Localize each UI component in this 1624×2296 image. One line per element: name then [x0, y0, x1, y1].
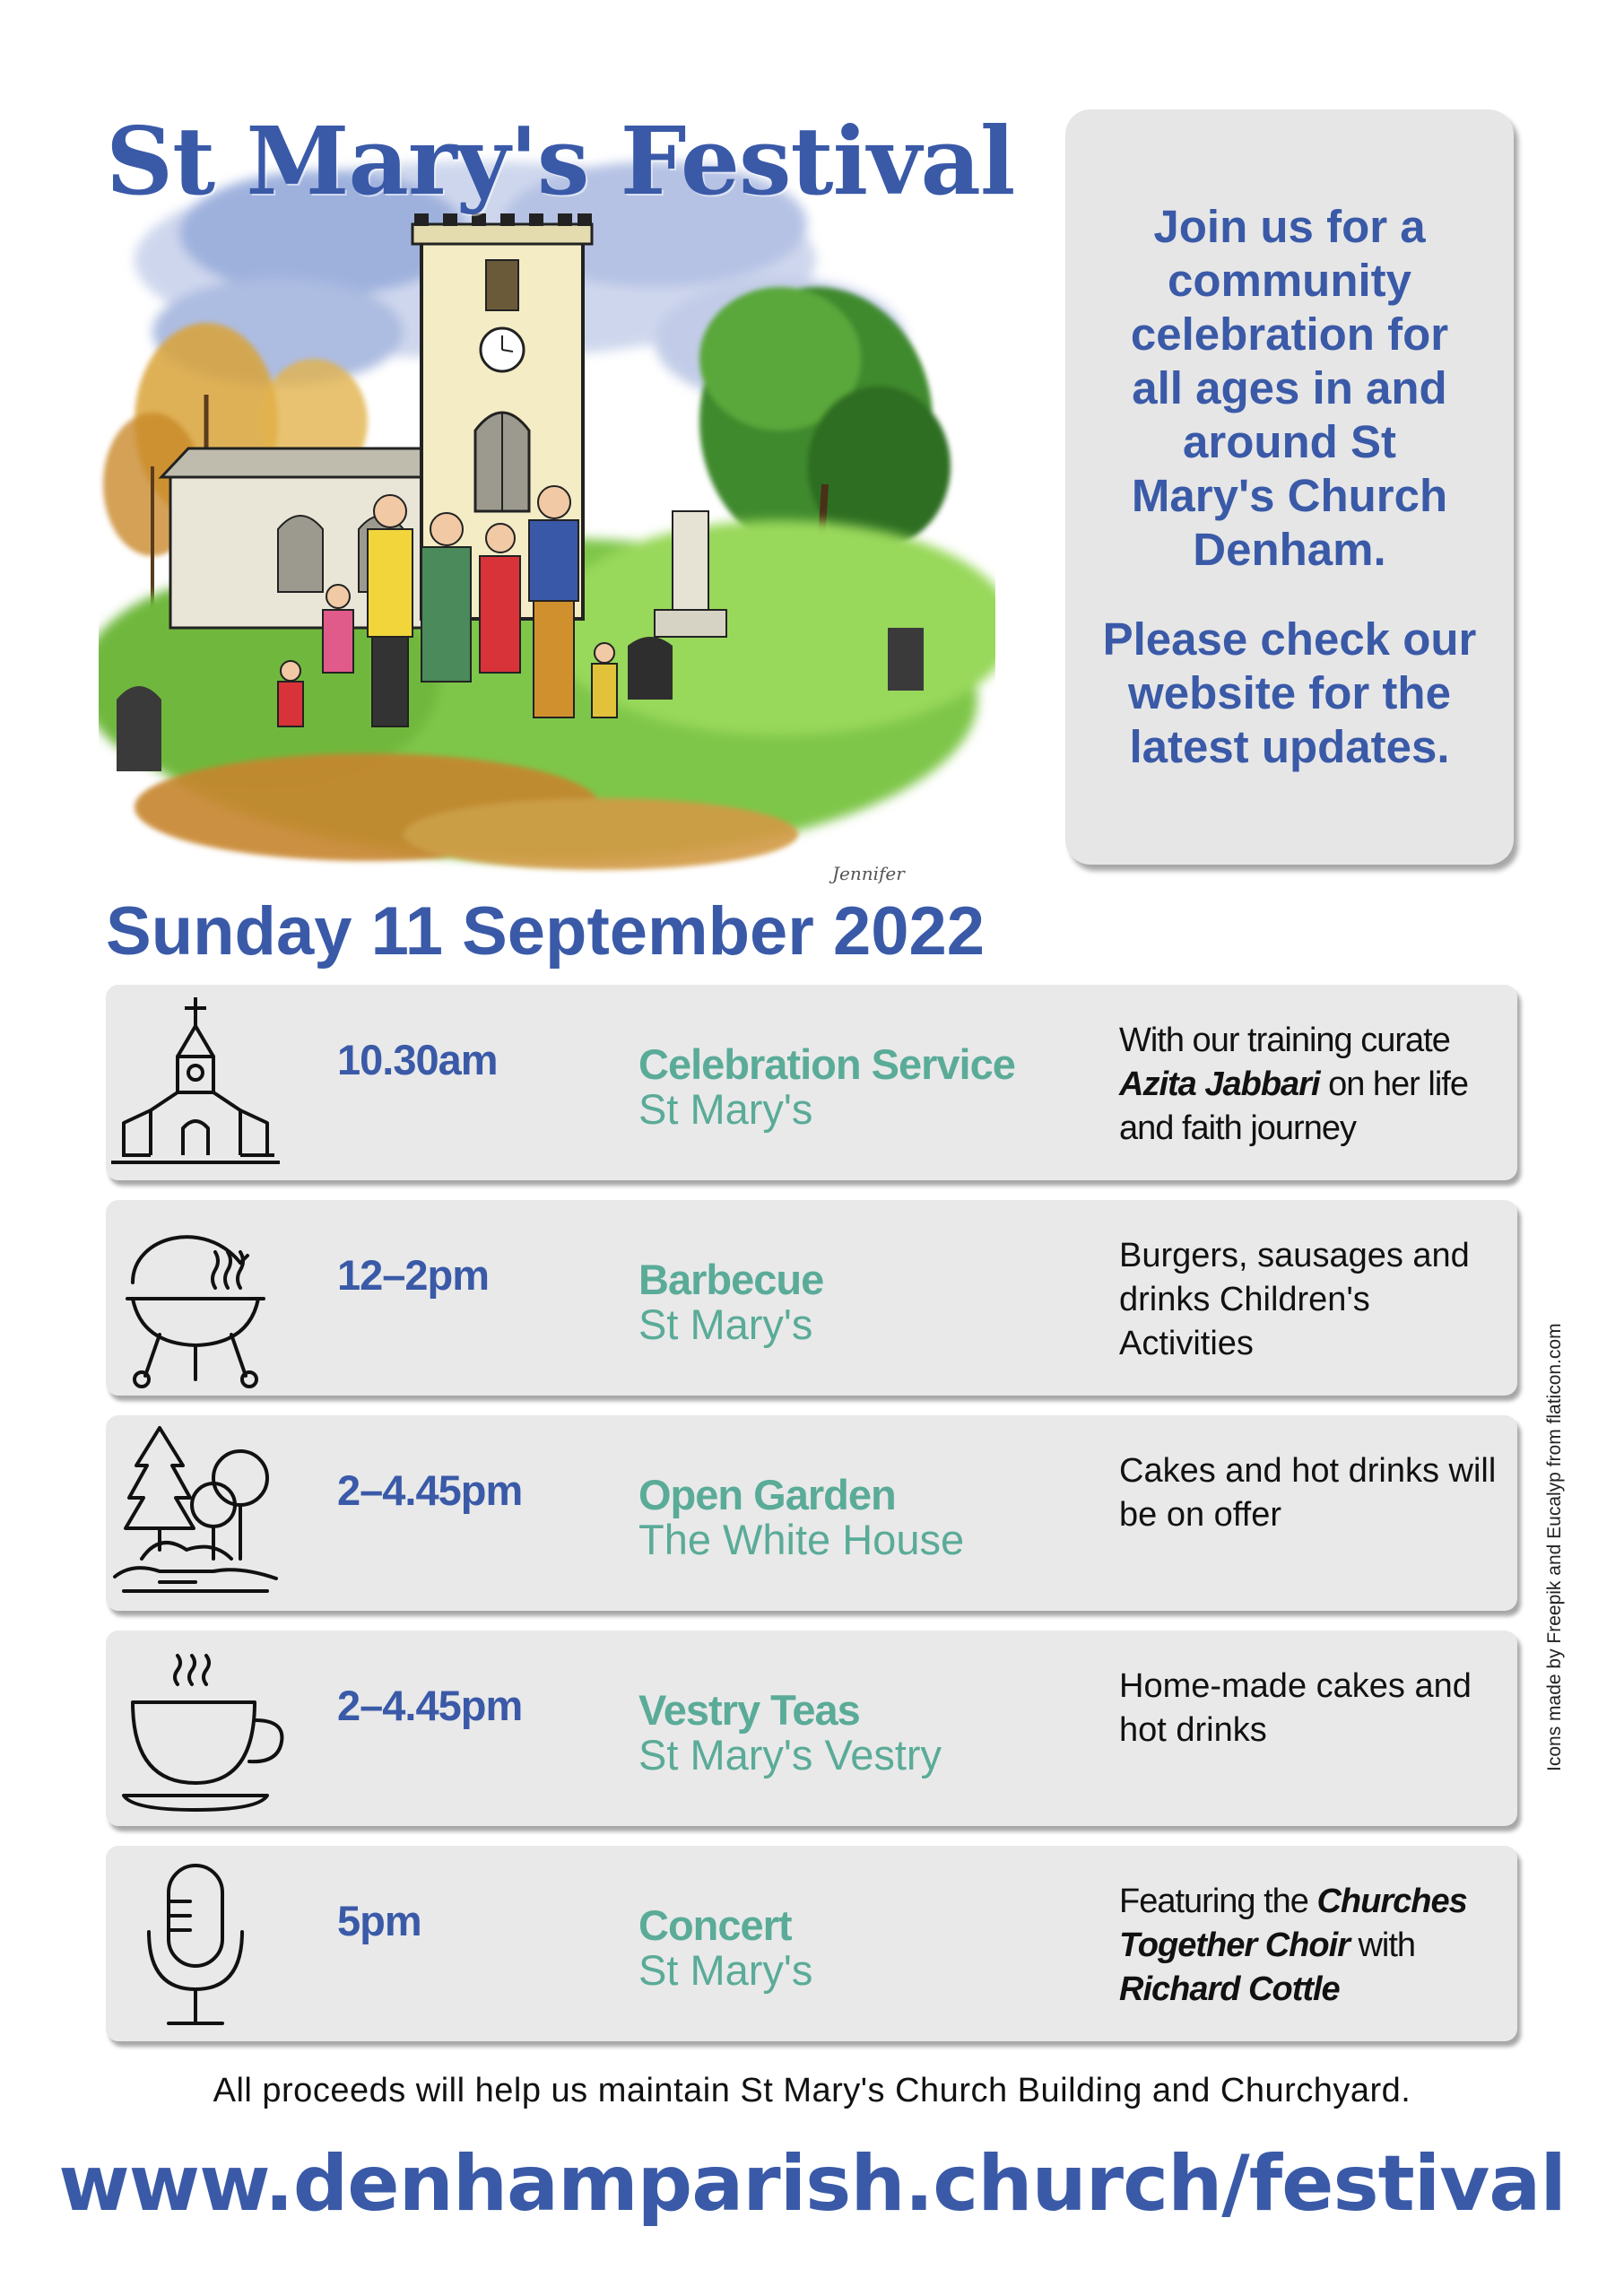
description-text: Featuring the — [1119, 1883, 1317, 1920]
description-text: Home-made cakes and hot drinks — [1119, 1667, 1472, 1749]
teacup-icon — [106, 1631, 285, 1826]
event-date: Sunday 11 September 2022 — [106, 893, 986, 970]
artist-signature: Jennifer — [832, 863, 905, 884]
website-url: www.denhamparish.church/festival — [58, 2139, 1566, 2229]
proceeds-note: All proceeds will help us maintain St Mary's Church Building and Churchyard. — [213, 2072, 1411, 2109]
garden-icon — [106, 1415, 285, 1611]
event-title: Concert — [638, 1901, 792, 1949]
event-card-open-garden — [106, 1415, 1517, 1611]
performer-name: Richard Cottle — [1119, 1970, 1340, 2008]
event-description — [1119, 1880, 1505, 2012]
event-name-block — [638, 1042, 1141, 1132]
intro-paragraph: Join us for a community celebration for all ages in and around St Mary's Church Denham. — [1130, 201, 1449, 575]
updates-paragraph: Please check our website for the latest updates. — [1102, 613, 1477, 772]
event-location: St Mary's — [638, 1085, 813, 1133]
intro-box — [1065, 109, 1514, 865]
event-name-block — [638, 1473, 1141, 1562]
description-text: with — [1349, 1926, 1416, 1964]
event-time: 12–2pm — [337, 1251, 490, 1299]
event-time: 2–4.45pm — [337, 1466, 523, 1514]
event-description — [1119, 1019, 1505, 1151]
description-text: on her life and faith journey — [1119, 1065, 1468, 1147]
event-description — [1119, 1449, 1505, 1537]
event-location: St Mary's — [638, 1300, 813, 1348]
event-location: St Mary's — [638, 1946, 813, 1994]
event-description — [1119, 1234, 1505, 1366]
choir-name: Churches Together Choir — [1119, 1883, 1467, 1964]
event-time: 5pm — [337, 1897, 421, 1944]
event-location: St Mary's Vestry — [638, 1731, 942, 1779]
barbecue-icon — [106, 1200, 285, 1396]
event-title: Celebration Service — [638, 1040, 1015, 1088]
curate-name: Azita Jabbari — [1119, 1065, 1320, 1103]
description-text: Burgers, sausages and drinks Children's Activities — [1119, 1237, 1470, 1362]
icon-credit-text: Icons made by Freepik and Eucalyp from flaticon.com — [1544, 1323, 1565, 1771]
church-watercolour-illustration — [99, 126, 995, 897]
event-card-barbecue — [106, 1200, 1517, 1396]
description-text: Cakes and hot drinks will be on offer — [1119, 1452, 1497, 1534]
event-title: Barbecue — [638, 1256, 824, 1303]
event-time: 2–4.45pm — [337, 1682, 523, 1729]
event-name-block — [638, 1688, 1141, 1778]
event-card-concert — [106, 1846, 1517, 2041]
event-time: 10.30am — [337, 1036, 498, 1083]
event-name-block — [638, 1903, 1141, 1993]
event-card-celebration-service — [106, 985, 1517, 1180]
event-title: Open Garden — [638, 1471, 896, 1518]
church-icon — [106, 985, 285, 1180]
description-text: With our training curate — [1119, 1022, 1450, 1059]
event-name-block — [638, 1257, 1141, 1347]
event-description — [1119, 1665, 1505, 1752]
microphone-icon — [106, 1846, 285, 2041]
event-title: Vestry Teas — [638, 1686, 860, 1734]
event-location: The White House — [638, 1516, 965, 1563]
festival-title: St Mary's Festival — [106, 106, 1015, 216]
event-card-vestry-teas — [106, 1631, 1517, 1826]
